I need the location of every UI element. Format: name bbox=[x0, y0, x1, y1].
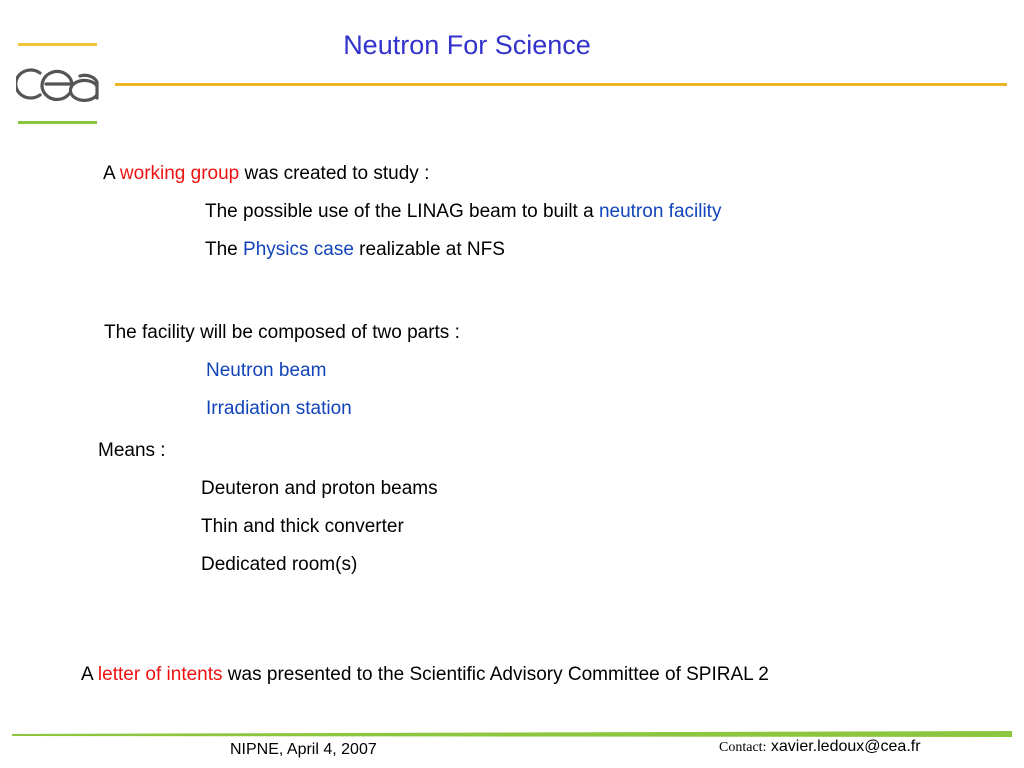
header-rule bbox=[115, 83, 1007, 86]
letter-post: was presented to the Scientific Advisory Committee of SPIRAL 2 bbox=[222, 664, 769, 685]
facility-part-neutron-beam: Neutron beam bbox=[206, 360, 327, 381]
footer-contact bbox=[719, 736, 921, 759]
facility-heading: The facility will be composed of two parts : bbox=[104, 322, 460, 343]
intro-pre: A bbox=[103, 163, 120, 184]
letter-of-intents-highlight: letter of intents bbox=[97, 664, 223, 685]
letter-of-intents-statement bbox=[81, 663, 769, 687]
study-item-physics bbox=[205, 238, 505, 262]
physics-case-highlight: Physics case bbox=[243, 239, 354, 260]
study-item-linag bbox=[205, 200, 721, 224]
neutron-facility-highlight: neutron facility bbox=[598, 201, 722, 222]
working-group-highlight: working group bbox=[119, 163, 240, 184]
means-heading: Means : bbox=[98, 440, 166, 461]
page-title: Neutron For Science bbox=[343, 30, 591, 60]
intro-post: was created to study : bbox=[239, 163, 430, 184]
means-item-beams: Deuteron and proton beams bbox=[201, 478, 438, 499]
study-item-text: The bbox=[205, 239, 244, 260]
footer-date: NIPNE, April 4, 2007 bbox=[230, 741, 377, 758]
contact-email: xavier.ledoux@cea.fr bbox=[766, 738, 921, 755]
study-item-text: The possible use of the LINAG beam to built a bbox=[205, 201, 599, 222]
contact-label: Contact: bbox=[719, 740, 767, 755]
means-item-converter: Thin and thick converter bbox=[201, 516, 404, 537]
means-item-rooms: Dedicated room(s) bbox=[201, 554, 358, 575]
study-item-text: realizable at NFS bbox=[353, 239, 505, 260]
letter-pre: A bbox=[81, 664, 98, 685]
working-group-intro bbox=[103, 162, 429, 186]
cea-logo bbox=[16, 64, 100, 104]
facility-part-irradiation-station: Irradiation station bbox=[206, 398, 352, 419]
logo-bottom-line bbox=[18, 121, 97, 124]
